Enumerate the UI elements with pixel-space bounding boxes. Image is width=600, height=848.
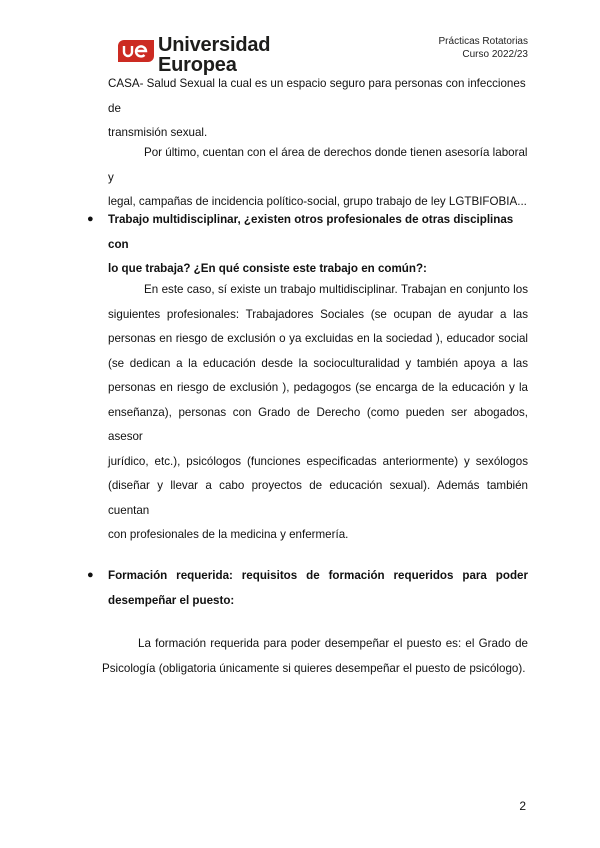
logo-text: [158, 35, 270, 75]
paragraph-derechos: Por último, cuentan con el área de derechos donde tienen asesoría laboral y legal, campañas de incidencia político-social, grupo trabajo de ley LGTBIFOBIA...: [108, 146, 528, 208]
section-heading-formacion: Formación requerida: requisitos de formación requeridos para poder desempeñar el puesto:: [108, 569, 528, 607]
ue-logo-icon: [118, 40, 154, 62]
course-header: [439, 35, 528, 61]
bullet-icon: ●: [87, 569, 94, 581]
section-heading-multidisciplinar: Trabajo multidisciplinar, ¿existen otros profesionales de otras disciplinas con lo que trabaja? ¿En qué consiste este trabajo en común?:: [108, 213, 514, 275]
page-number: 2: [519, 799, 526, 813]
logo-line2: Europea: [158, 54, 237, 76]
logo-line1: Universidad: [158, 34, 271, 56]
course-title: Prácticas Rotatorias: [438, 36, 528, 47]
paragraph-multidisciplinar: En este caso, sí existe un trabajo multidisciplinar. Trabajan en conjunto los siguientes profesionales: Trabajadores Sociales (se ocupan de ayudar a las personas en riesgo de exclusión o ya excluidas en la sociedad ), educador social (se dedican a la educación desde la socioculturalidad y también apoya a las personas en riesgo de exclusión ), pedagogos (se encarga de la educación y la enseñanza), personas con Grado de Derecho (como pueden ser abogados, asesor jurídico, etc.), psicólogos (funciones especificadas anteriormente) y sexólogos (diseñar y llevar a cabo proyectos de educación sexual). Además también cuentan con profesionales de la medicina y enfermería.: [108, 283, 528, 541]
bullet-icon: ●: [87, 213, 94, 225]
paragraph-casa: CASA- Salud Sexual la cual es un espacio seguro para personas con infecciones de transmisión sexual.: [108, 77, 526, 139]
paragraph-formacion: La formación requerida para poder desempeñar el puesto es: el Grado de Psicología (obligatoria únicamente si quieres desempeñar el puesto de psicólogo).: [102, 637, 528, 675]
course-year: Curso 2022/23: [462, 49, 528, 60]
